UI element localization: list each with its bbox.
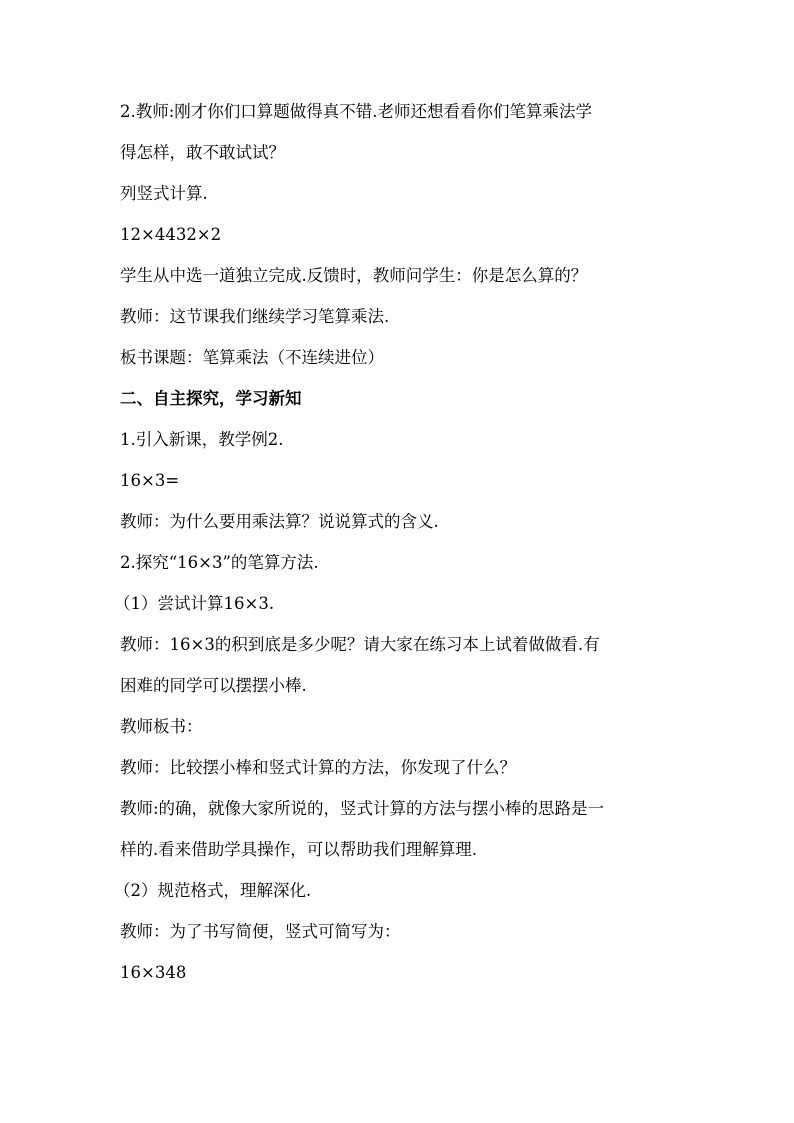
paragraph-line: （2）规范格式，理解深化. <box>114 881 312 900</box>
document-page <box>114 102 680 1004</box>
paragraph-line: 教师：为什么要用乘法算？说说算式的含义. <box>120 512 439 531</box>
paragraph-line: 教师板书： <box>120 717 203 736</box>
paragraph-line: 2.探究“16×3”的笔算方法. <box>120 553 319 572</box>
paragraph-line: 样的.看来借助学具操作，可以帮助我们理解算理. <box>120 840 477 859</box>
paragraph-line: 教师:的确，就像大家所说的，竖式计算的方法与摆小棒的思路是一 <box>120 799 605 818</box>
paragraph-line: 教师：比较摆小棒和竖式计算的方法，你发现了什么？ <box>120 758 516 777</box>
paragraph-line: 列竖式计算. <box>120 184 208 203</box>
formula-line: 16×348 <box>120 963 187 982</box>
paragraph-line: 2.教师:刚才你们口算题做得真不错.老师还想看看你们笔算乘法学 <box>120 102 593 121</box>
formula-line: 16×3= <box>120 471 180 490</box>
paragraph-line: 学生从中选一道独立完成.反馈时，教师问学生：你是怎么算的？ <box>120 266 588 285</box>
paragraph-line: 教师：为了书写简便，竖式可简写为： <box>120 922 401 941</box>
paragraph-line: 困难的同学可以摆摆小棒. <box>120 676 307 695</box>
paragraph-line: 1.引入新课，教学例2. <box>120 430 284 449</box>
paragraph-line: 得怎样，敢不敢试试？ <box>120 143 285 162</box>
paragraph-line: （1）尝试计算16×3. <box>114 594 275 613</box>
paragraph-line: 板书课题：笔算乘法（不连续进位） <box>120 348 384 367</box>
paragraph-line: 教师：这节课我们继续学习笔算乘法. <box>120 307 390 326</box>
paragraph-line: 教师：16×3的积到底是多少呢？请大家在练习本上试着做做看.有 <box>120 635 600 654</box>
formula-line: 12×4432×2 <box>120 225 222 244</box>
section-heading: 二、自主探究，学习新知 <box>120 389 302 408</box>
